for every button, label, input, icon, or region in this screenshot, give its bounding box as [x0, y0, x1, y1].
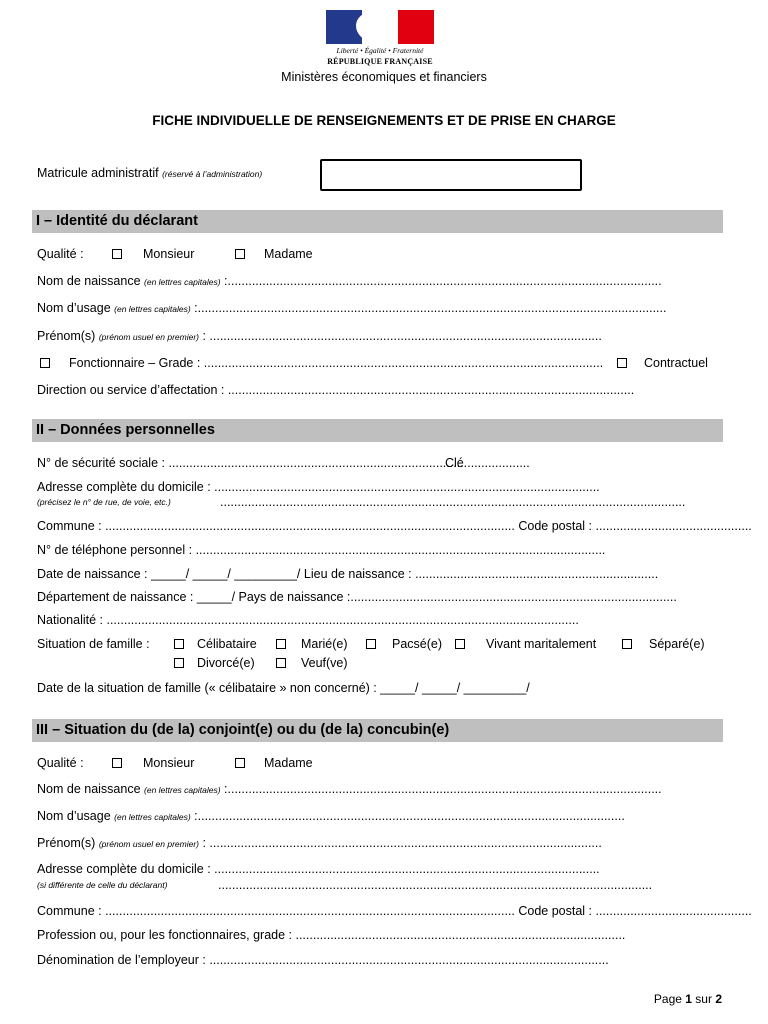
- vivant-maritalement-label: Vivant maritalement: [486, 637, 597, 651]
- conjoint-monsieur-label: Monsieur: [143, 756, 195, 770]
- conjoint-madame-label: Madame: [264, 756, 313, 770]
- secu-field[interactable]: N° de sécurité sociale : ......................................................................................: [37, 456, 468, 470]
- cle-field[interactable]: Clé ..................: [445, 456, 530, 470]
- situation-famille-label: Situation de famille :: [37, 637, 150, 651]
- section-identite-title: I – Identité du déclarant: [32, 210, 723, 233]
- pacse-checkbox[interactable]: [366, 639, 376, 649]
- marie-label: Marié(e): [301, 637, 348, 651]
- conjoint-adresse-line2-field[interactable]: .............................................................................................................................: [218, 878, 653, 892]
- page-number: Page 1 sur 2: [653, 992, 722, 1006]
- conjoint-qualite-label: Qualité :: [37, 756, 84, 770]
- tricolor-flag-icon: [326, 10, 434, 44]
- madame-checkbox[interactable]: [235, 249, 245, 259]
- monsieur-label: Monsieur: [143, 247, 195, 261]
- naissance-field[interactable]: Date de naissance : _____/ _____/ _________/ Lieu de naissance : ......................................................................: [37, 567, 659, 581]
- nom-usage-field[interactable]: Nom d’usage (en lettres capitales) :.......................................................................................................................................: [37, 301, 667, 315]
- pacse-label: Pacsé(e): [392, 637, 443, 651]
- contractuel-label: Contractuel: [644, 356, 708, 370]
- adresse-line2-field[interactable]: ......................................................................................................................................: [220, 495, 686, 509]
- telephone-field[interactable]: N° de téléphone personnel : ......................................................................................................................: [37, 543, 606, 557]
- nom-naissance-field[interactable]: Nom de naissance (en lettres capitales) :.............................................................................................................................: [37, 274, 662, 288]
- vivant-maritalement-checkbox[interactable]: [455, 639, 465, 649]
- conjoint-adresse-note: (si différente de celle du déclarant): [37, 880, 168, 890]
- nationalite-field[interactable]: Nationalité : ........................................................................................................................................: [37, 613, 579, 627]
- monsieur-checkbox[interactable]: [112, 249, 122, 259]
- matricule-input[interactable]: [320, 159, 582, 191]
- separe-checkbox[interactable]: [622, 639, 632, 649]
- prenom-field[interactable]: Prénom(s) (prénom usuel en premier) : .................................................................................................................: [37, 329, 602, 343]
- fonctionnaire-grade-field[interactable]: Fonctionnaire – Grade : ...................................................................................................................: [69, 356, 604, 370]
- qualite-label: Qualité :: [37, 247, 84, 261]
- conjoint-madame-checkbox[interactable]: [235, 758, 245, 768]
- date-situation-field[interactable]: Date de la situation de famille (« célibataire » non concerné) : _____/ _____/ _________/: [37, 681, 530, 695]
- contractuel-checkbox[interactable]: [617, 358, 627, 368]
- ministeres-label: Ministères économiques et financiers: [281, 70, 487, 84]
- conjoint-nom-naissance-field[interactable]: Nom de naissance (en lettres capitales) :.............................................................................................................................: [37, 782, 662, 796]
- veuf-label: Veuf(ve): [301, 656, 348, 670]
- conjoint-employeur-field[interactable]: Dénomination de l’employeur : ...................................................................................................................: [37, 953, 609, 967]
- celibataire-label: Célibataire: [197, 637, 257, 651]
- adresse-note: (précisez le n° de rue, de voie, etc.): [37, 497, 171, 507]
- section-donnees-title: II – Données personnelles: [32, 419, 723, 442]
- commune-codepostal-field[interactable]: Commune : ...................................................................................................................... Code postal : .............................................: [37, 519, 752, 533]
- direction-field[interactable]: Direction ou service d’affectation : .....................................................................................................................: [37, 383, 635, 397]
- veuf-checkbox[interactable]: [276, 658, 286, 668]
- conjoint-monsieur-checkbox[interactable]: [112, 758, 122, 768]
- adresse-field[interactable]: Adresse complète du domicile : ...............................................................................................................: [37, 480, 600, 494]
- departement-pays-field[interactable]: Département de naissance : _____/ Pays de naissance :..............................................................................................: [37, 590, 677, 604]
- section-conjoint-title: III – Situation du (de la) conjoint(e) ou du (de la) concubin(e): [32, 719, 723, 742]
- separe-label: Séparé(e): [649, 637, 705, 651]
- matricule-label: Matricule administratif (réservé à l’administration): [37, 166, 263, 180]
- madame-label: Madame: [264, 247, 313, 261]
- conjoint-adresse-field[interactable]: Adresse complète du domicile : ...............................................................................................................: [37, 862, 600, 876]
- marie-checkbox[interactable]: [276, 639, 286, 649]
- divorce-checkbox[interactable]: [174, 658, 184, 668]
- fonctionnaire-checkbox[interactable]: [40, 358, 50, 368]
- conjoint-commune-codepostal-field[interactable]: Commune : ...................................................................................................................... Code postal : .............................................: [37, 904, 752, 918]
- divorce-label: Divorcé(e): [197, 656, 255, 670]
- conjoint-nom-usage-field[interactable]: Nom d’usage (en lettres capitales) :...........................................................................................................................: [37, 809, 625, 823]
- republique-francaise: RÉPUBLIQUE FRANÇAISE: [327, 57, 433, 66]
- celibataire-checkbox[interactable]: [174, 639, 184, 649]
- conjoint-prenom-field[interactable]: Prénom(s) (prénom usuel en premier) : .................................................................................................................: [37, 836, 602, 850]
- page-title: FICHE INDIVIDUELLE DE RENSEIGNEMENTS ET DE PRISE EN CHARGE: [152, 113, 616, 128]
- motto: Liberté • Égalité • Fraternité: [336, 46, 424, 55]
- conjoint-profession-field[interactable]: Profession ou, pour les fonctionnaires, grade : ...............................................................................................: [37, 928, 626, 942]
